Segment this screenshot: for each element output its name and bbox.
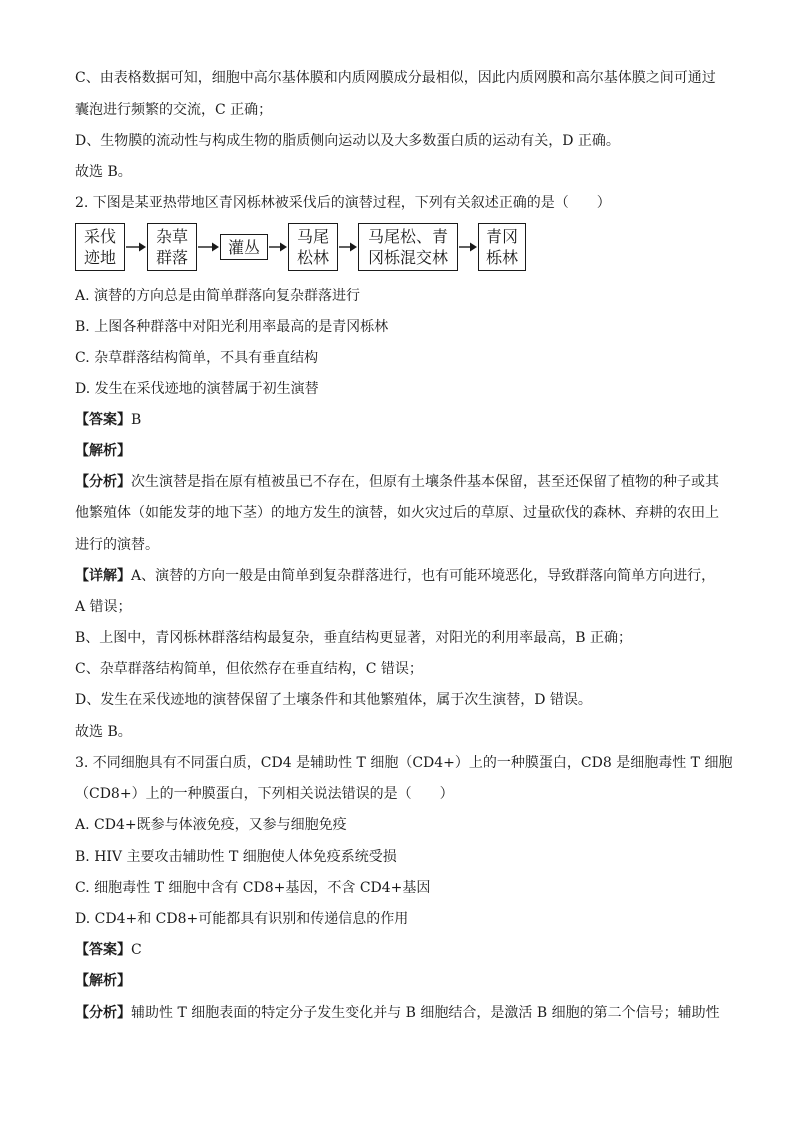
flow-arrow — [197, 221, 220, 273]
text-line — [75, 628, 725, 648]
text-line — [75, 722, 725, 742]
line-text: （CD8+）上的一种膜蛋白，下列相关说法错误的是（ ） — [75, 786, 454, 802]
text-line — [75, 878, 725, 898]
line-text: B. HIV 主要攻击辅助性 T 细胞使人体免疫系统受损 — [75, 849, 397, 865]
section-tag: 【解析】 — [75, 443, 131, 459]
line-text: A 错误； — [75, 599, 132, 615]
section-tag: 【详解】 — [75, 568, 131, 584]
text-line — [75, 68, 725, 88]
line-text: C、由表格数据可知，细胞中高尔基体膜和内质网膜成分最相似，因此内质网膜和高尔基体膜之间可通过 — [75, 70, 716, 86]
line-text: A. 演替的方向总是由简单群落向复杂群落进行 — [75, 288, 361, 304]
text-line — [75, 784, 725, 804]
line-text: 他繁殖体（如能发芽的地下茎）的地方发生的演替，如火灾过后的草原、过量砍伐的森林、弃耕的农田上 — [75, 505, 719, 521]
line-text: B — [131, 412, 142, 428]
text-line — [75, 286, 725, 306]
text-line — [75, 597, 725, 617]
line-text: D、发生在采伐迹地的演替保留了土壤条件和其他繁殖体，属于次生演替，D 错误。 — [75, 692, 592, 708]
text-line — [75, 1003, 725, 1023]
line-text: 次生演替是指在原有植被虽已不存在，但原有土壤条件基本保留，甚至还保留了植物的种子或其 — [131, 474, 719, 490]
line-text: D、生物膜的流动性与构成生物的脂质侧向运动以及大多数蛋白质的运动有关，D 正确。 — [75, 133, 620, 149]
text-line — [75, 348, 725, 368]
line-text: A. CD4+既参与体液免疫，又参与细胞免疫 — [75, 817, 347, 833]
line-text: 囊泡进行频繁的交流，C 正确； — [75, 102, 273, 118]
text-line — [75, 815, 725, 835]
text-line — [75, 940, 725, 960]
text-line — [75, 659, 725, 679]
flow-node-logging-site: 采伐 迹地 — [75, 223, 125, 271]
line-text: 进行的演替。 — [75, 537, 159, 553]
line-text: 故选 B。 — [75, 164, 132, 180]
line-text: B、上图中，青冈栎林群落结构最复杂，垂直结构更显著，对阳光的利用率最高，B 正确； — [75, 630, 633, 646]
text-line — [75, 100, 725, 120]
text-line — [75, 162, 725, 182]
line-text: C. 杂草群落结构简单，不具有垂直结构 — [75, 350, 319, 366]
section-tag: 【答案】 — [75, 412, 131, 428]
line-text: B. 上图各种群落中对阳光利用率最高的是青冈栎林 — [75, 319, 389, 335]
line-text: D. CD4+和 CD8+可能都具有识别和传递信息的作用 — [75, 911, 409, 927]
line-text: C — [131, 942, 142, 958]
flow-arrow — [125, 221, 147, 273]
text-line — [75, 535, 725, 555]
flow-node-mixed-forest: 马尾松、青 冈栎混交林 — [358, 223, 458, 271]
line-text: 故选 B。 — [75, 724, 132, 740]
flow-node-shrub: 灌丛 — [220, 234, 268, 260]
text-line — [75, 971, 725, 991]
flow-arrow — [268, 221, 288, 273]
text-line — [75, 131, 725, 151]
text-line — [75, 909, 725, 929]
text-line — [75, 317, 725, 337]
text-line — [75, 503, 725, 523]
flow-arrow — [458, 221, 478, 273]
section-tag: 【分析】 — [75, 1005, 131, 1021]
line-text: 辅助性 T 细胞表面的特定分子发生变化并与 B 细胞结合，是激活 B 细胞的第二个信号；辅助性 — [131, 1005, 720, 1021]
line-text: A、演替的方向一般是由简单到复杂群落进行，也有可能环境恶化，导致群落向简单方向进行， — [131, 568, 716, 584]
section-tag: 【解析】 — [75, 973, 131, 989]
line-text: 2. 下图是某亚热带地区青冈栎林被采伐后的演替过程，下列有关叙述正确的是（ ） — [75, 195, 611, 211]
line-text: 3. 不同细胞具有不同蛋白质，CD4 是辅助性 T 细胞（CD4+）上的一种膜蛋白，CD8 是细胞毒性 T 细胞 — [75, 755, 733, 771]
flow-arrow — [338, 221, 358, 273]
line-text: C、杂草群落结构简单，但依然存在垂直结构，C 错误； — [75, 661, 423, 677]
flow-node-oak-forest: 青冈 栎林 — [478, 223, 526, 271]
text-line — [75, 472, 725, 492]
line-text: C. 细胞毒性 T 细胞中含有 CD8+基因，不含 CD4+基因 — [75, 880, 431, 896]
section-tag: 【分析】 — [75, 474, 131, 490]
text-line — [75, 566, 725, 586]
flow-node-masson-pine-forest: 马尾 松林 — [288, 223, 338, 271]
text-line — [75, 410, 725, 430]
text-line — [75, 441, 725, 461]
text-line — [75, 753, 733, 773]
text-line — [75, 690, 725, 710]
text-line — [75, 379, 725, 399]
line-text: D. 发生在采伐迹地的演替属于初生演替 — [75, 381, 319, 397]
flow-node-weed-community: 杂草 群落 — [147, 223, 197, 271]
text-line — [75, 847, 725, 867]
text-line — [75, 193, 725, 213]
succession-flowchart — [75, 221, 735, 273]
section-tag: 【答案】 — [75, 942, 131, 958]
